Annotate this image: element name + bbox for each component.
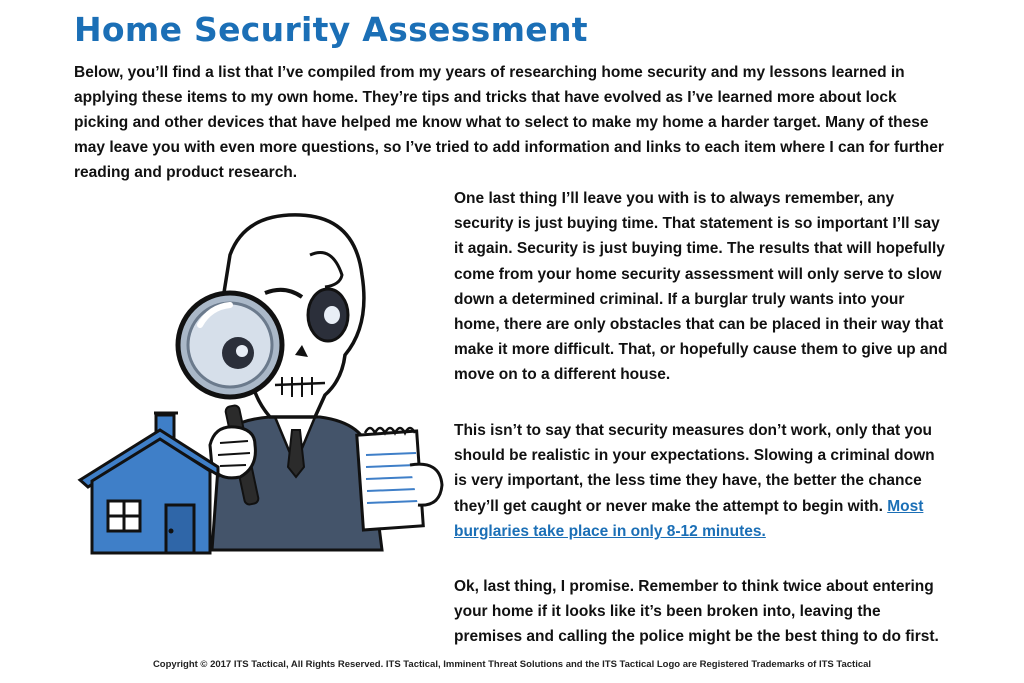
paragraph-realistic-text: This isn’t to say that security measures don’t work, only that you should be realistic in your expectations. Slowing a criminal down is very important, the less time they have, the better the chance they’ll get caught or never make the attempt to begin with.: [454, 422, 935, 515]
paragraph-buying-time: One last thing I’ll leave you with is to always remember, any security is just buying time. That statement is so important I’ll say it again. Security is just buying time. The results that will hopefully come from your home security assessment will only serve to slow down a determined criminal. If a burglar truly wants into your home, there are only obstacles that can be placed in their way that make it more difficult. That, or hopefully cause them to give up and move on to a different house.: [454, 190, 948, 384]
paragraph-think-twice: Ok, last thing, I promise. Remember to think twice about entering your home if it looks like it’s been broken into, leaving the premises and calling the police might be the best thing to do first.: [454, 578, 939, 646]
burglaries-duration-link[interactable]: Most burglaries take place in only 8-12 minutes.: [454, 497, 924, 540]
page-title: Home Security Assessment: [74, 10, 588, 49]
house-icon: [80, 413, 218, 553]
skull-detective-illustration: [70, 205, 450, 570]
copyright-footer: Copyright © 2017 ITS Tactical, All Rights Reserved. ITS Tactical, Imminent Threat Solutions and the ITS Tactical Logo are Registered Trademarks of ITS Tactical: [152, 659, 872, 670]
intro-paragraph: Below, you’ll find a list that I’ve compiled from my years of researching home security and my lessons learned in applying these items to my own home. They’re tips and tricks that have evolved as I’ve learned more about lock picking and other devices that have helped me know what to select to make my home a harder target. Many of these may leave you with even more questions, so I’ve tried to add information and links to each item where I can for further reading and product research.: [74, 64, 944, 181]
paragraph-realistic-expectations: [454, 418, 950, 544]
notepad-icon: [357, 428, 442, 530]
